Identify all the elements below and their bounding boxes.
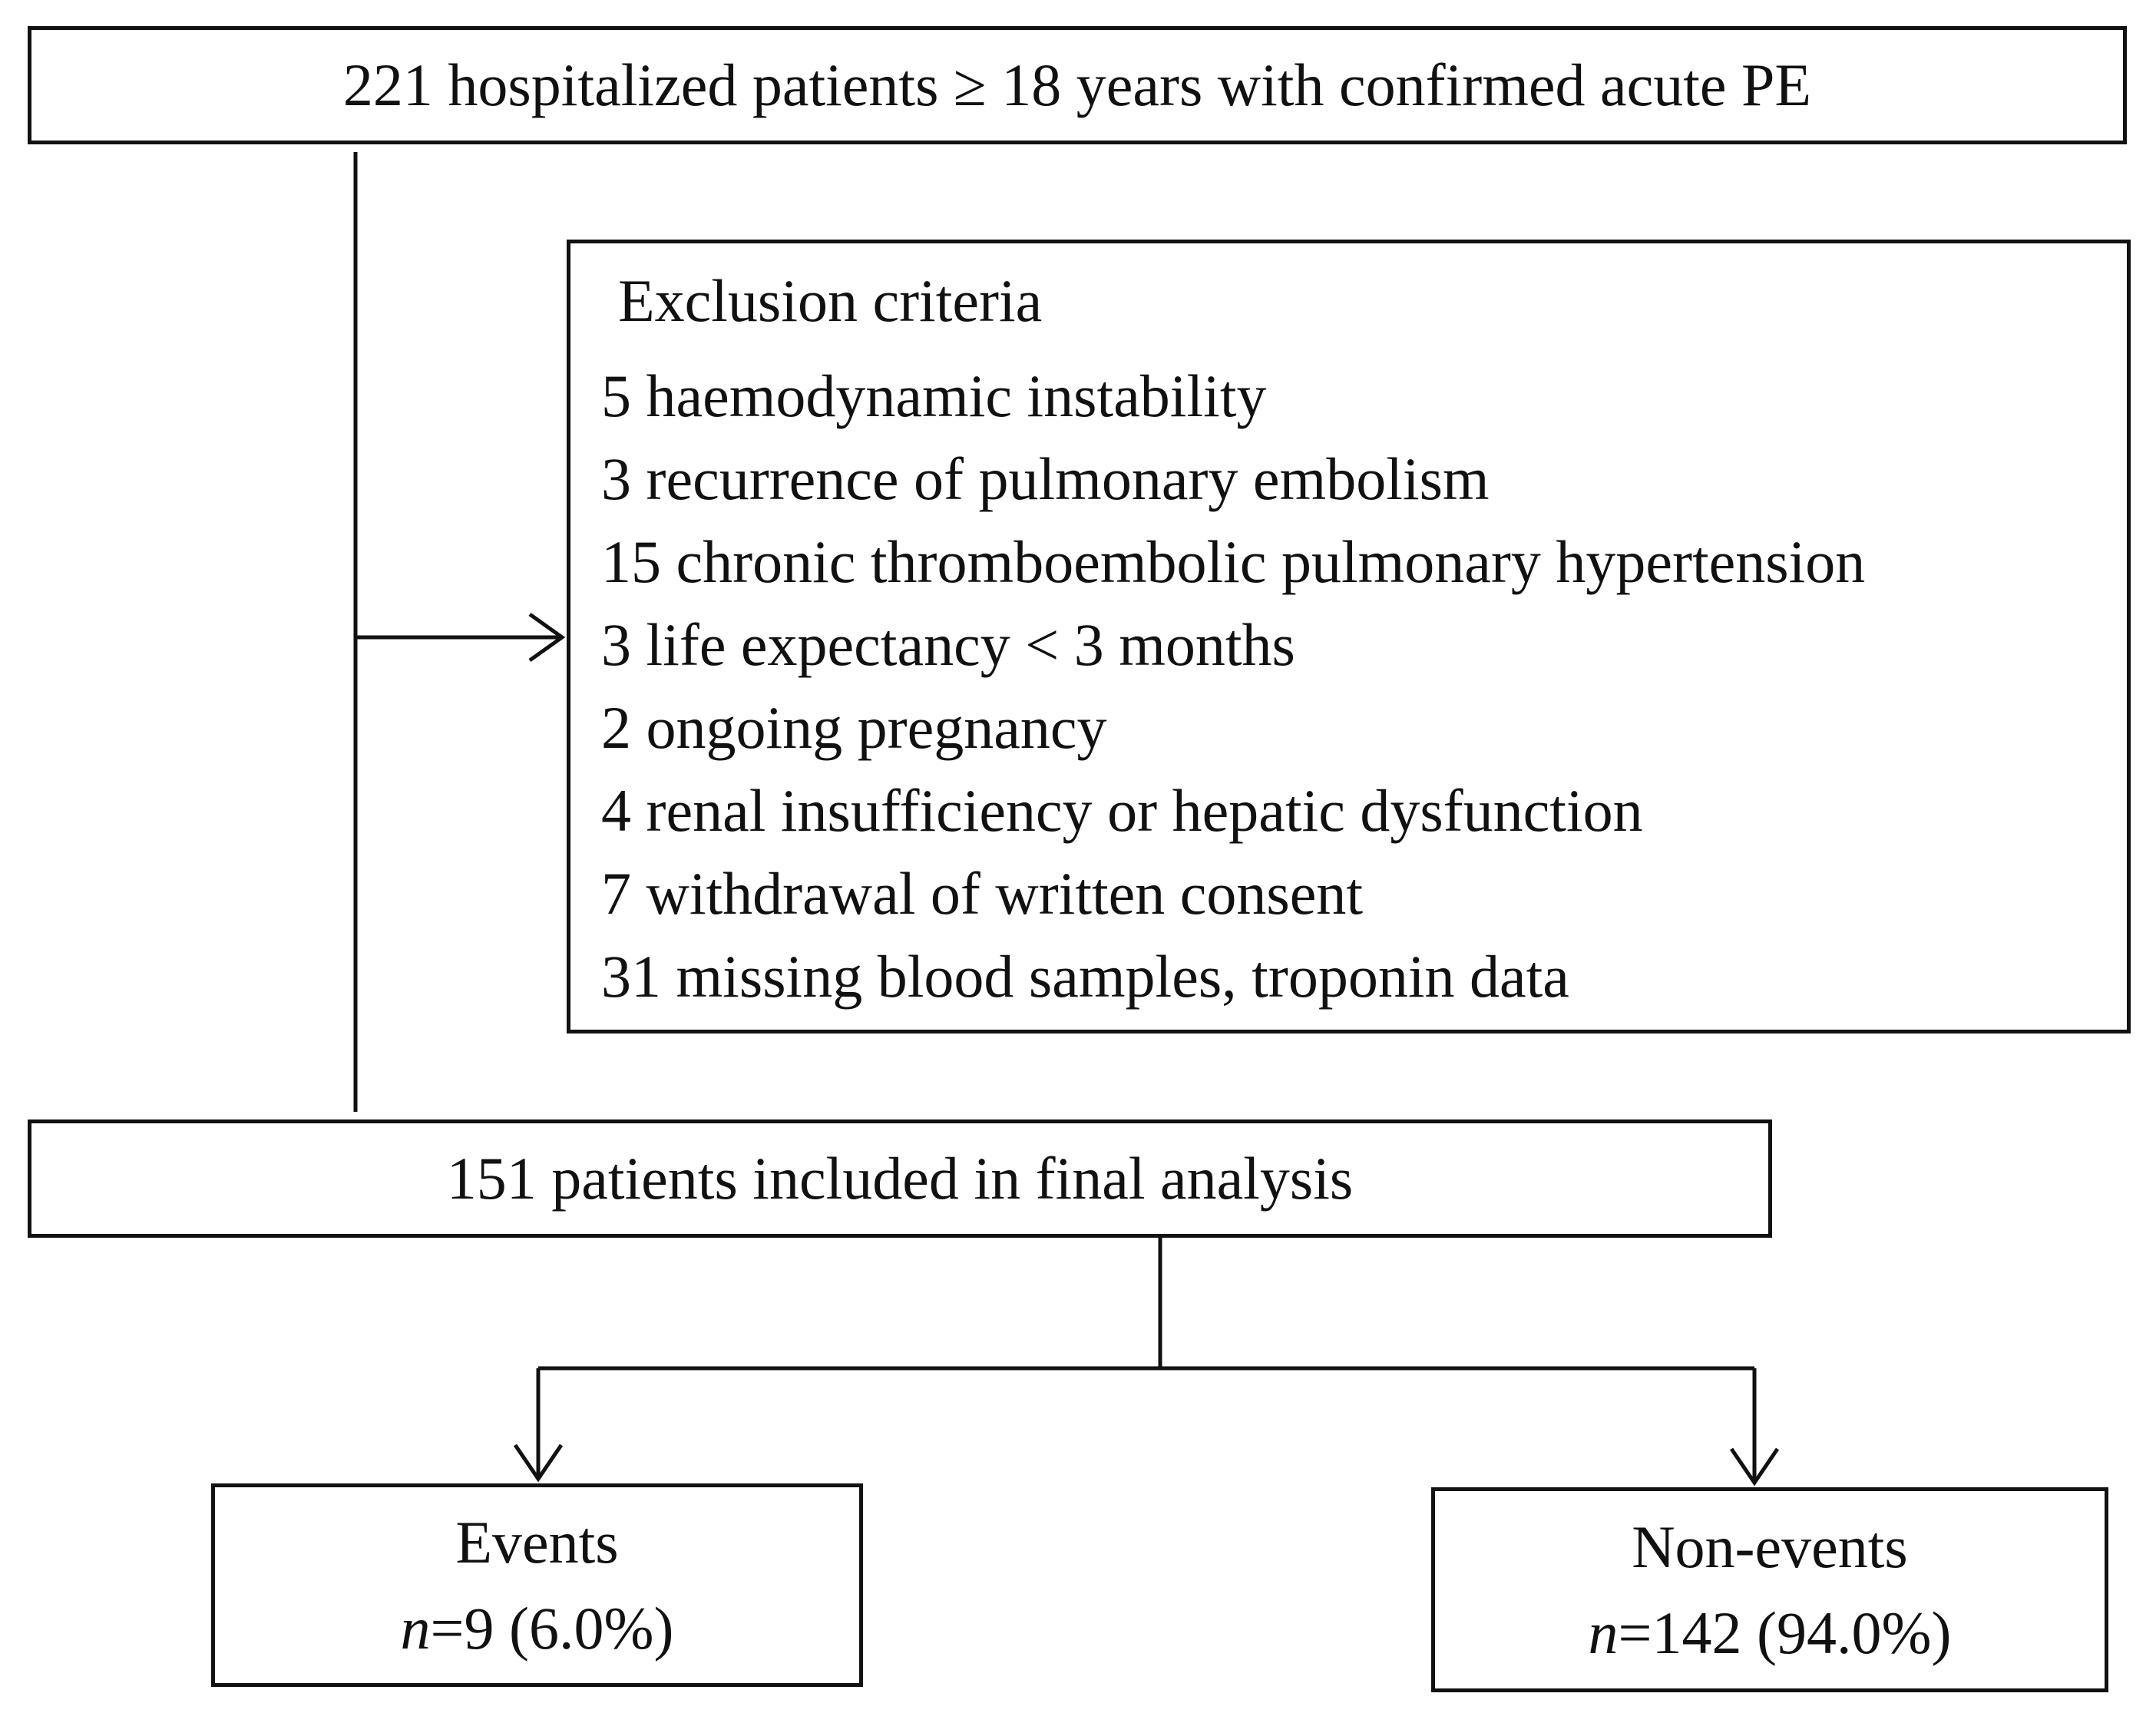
exclusion-item: 15 chronic thromboembolic pulmonary hypertension <box>601 528 1866 595</box>
exclusion-item: 7 withdrawal of written consent <box>601 860 1364 927</box>
final-analysis-text: 151 patients included in final analysis <box>446 1145 1354 1212</box>
events-count-value: =9 (6.0%) <box>430 1594 674 1662</box>
final-analysis-box <box>28 1119 1772 1238</box>
nonevents-box <box>1431 1487 2108 1692</box>
events-n-symbol: n <box>400 1594 431 1662</box>
exclusion-criteria-list <box>601 355 1865 1018</box>
events-label: Events <box>455 1508 619 1576</box>
exclusion-criteria-box <box>567 240 2131 1033</box>
enrolled-patients-text: 221 hospitalized patients ≥ 18 years with confirmed acute PE <box>342 51 1812 118</box>
events-count <box>401 1586 674 1672</box>
events-box <box>211 1483 863 1687</box>
nonevents-count-value: =142 (94.0%) <box>1618 1599 1952 1666</box>
exclusion-item: 5 haemodynamic instability <box>601 362 1267 429</box>
exclusion-criteria-title: Exclusion criteria <box>618 267 1043 334</box>
exclusion-item: 4 renal insufficiency or hepatic dysfunction <box>601 777 1643 844</box>
exclusion-item: 3 life expectancy < 3 months <box>601 611 1295 678</box>
exclusion-item: 3 recurrence of pulmonary embolism <box>601 445 1490 512</box>
nonevents-count <box>1589 1590 1952 1676</box>
nonevents-label: Non-events <box>1632 1513 1908 1580</box>
exclusion-item: 2 ongoing pregnancy <box>601 694 1107 761</box>
exclusion-item: 31 missing blood samples, troponin data <box>601 943 1569 1010</box>
enrolled-patients-box <box>28 26 2127 144</box>
nonevents-n-symbol: n <box>1588 1599 1619 1666</box>
